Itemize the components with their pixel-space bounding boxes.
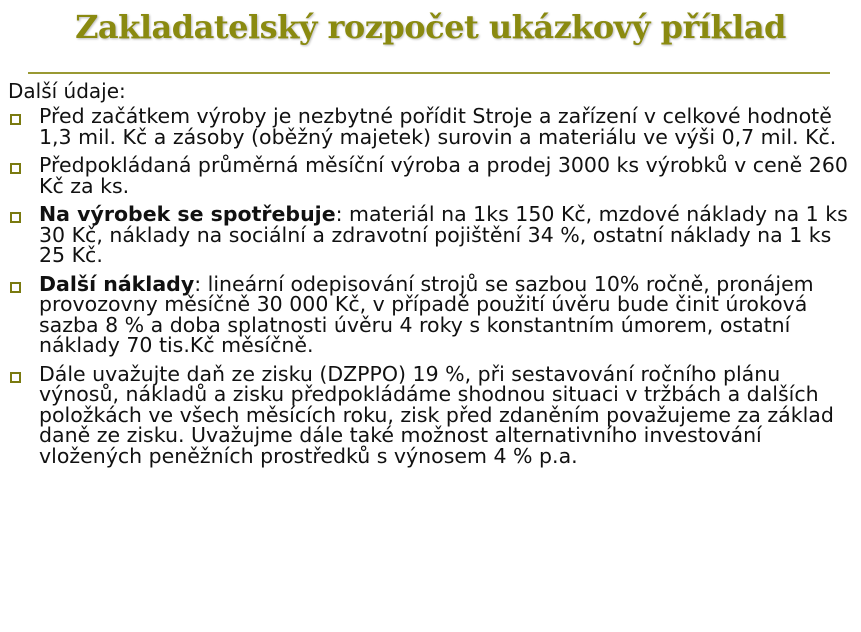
- item-bold-lead: Další náklady: [39, 271, 195, 296]
- square-bullet-icon: [10, 114, 21, 125]
- title-divider: [28, 72, 830, 74]
- bullet-list: [8, 106, 860, 474]
- list-item: [8, 361, 860, 468]
- item-text: Dále uvažujte daň ze zisku (DZPPO) 19 %, při sestavování ročního plánu výnosů, nákladů a zisku předpokládáme shodnou situaci v tržbách a dalších položkách ve všech měsících roku, zisk před zdaněním považujeme za základ daně ze zisku. Uvažujme dále také možnost alternativního investování vložených peněžních prostředků s výnosem 4 % p.a.: [39, 361, 834, 468]
- item-text: : lineární odepisování strojů se sazbou 10% ročně, pronájem provozovny měsíčně 30 000 Kč, v případě použití úvěru bude činit úroková sazba 8 % a doba splatnosti úvěru 4 roky s konstantním úmorem, ostatní náklady 70 tis.Kč měsíčně.: [39, 271, 814, 357]
- item-text: Před začátkem výroby je nezbytné pořídit Stroje a zařízení v celkové hodnotě 1,3 mil. Kč a zásoby (oběžný majetek) surovin a materiálu ve výši 0,7 mil. Kč.: [39, 104, 837, 149]
- slide-title: Zakladatelský rozpočet ukázkový příklad: [75, 8, 786, 46]
- list-item: [8, 106, 860, 147]
- item-text: Předpokládaná průměrná měsíční výroba a prodej 3000 ks výrobků v ceně 260 Kč za ks.: [39, 153, 848, 198]
- list-item: [8, 155, 860, 196]
- item-bold-lead: Na výrobek se spotřebuje: [39, 202, 336, 226]
- item-text: : materiál na 1ks 150 Kč, mzdové náklady na 1 ks 30 Kč, náklady na sociální a zdravotní pojištění 34 %, ostatní náklady na 1 ks 25 Kč.: [39, 202, 848, 267]
- square-bullet-icon: [10, 163, 21, 174]
- square-bullet-icon: [10, 282, 21, 293]
- square-bullet-icon: [10, 212, 21, 223]
- square-bullet-icon: [10, 372, 21, 383]
- list-item: [8, 204, 860, 266]
- intro-text: Další údaje:: [8, 79, 126, 103]
- list-item: [8, 271, 860, 357]
